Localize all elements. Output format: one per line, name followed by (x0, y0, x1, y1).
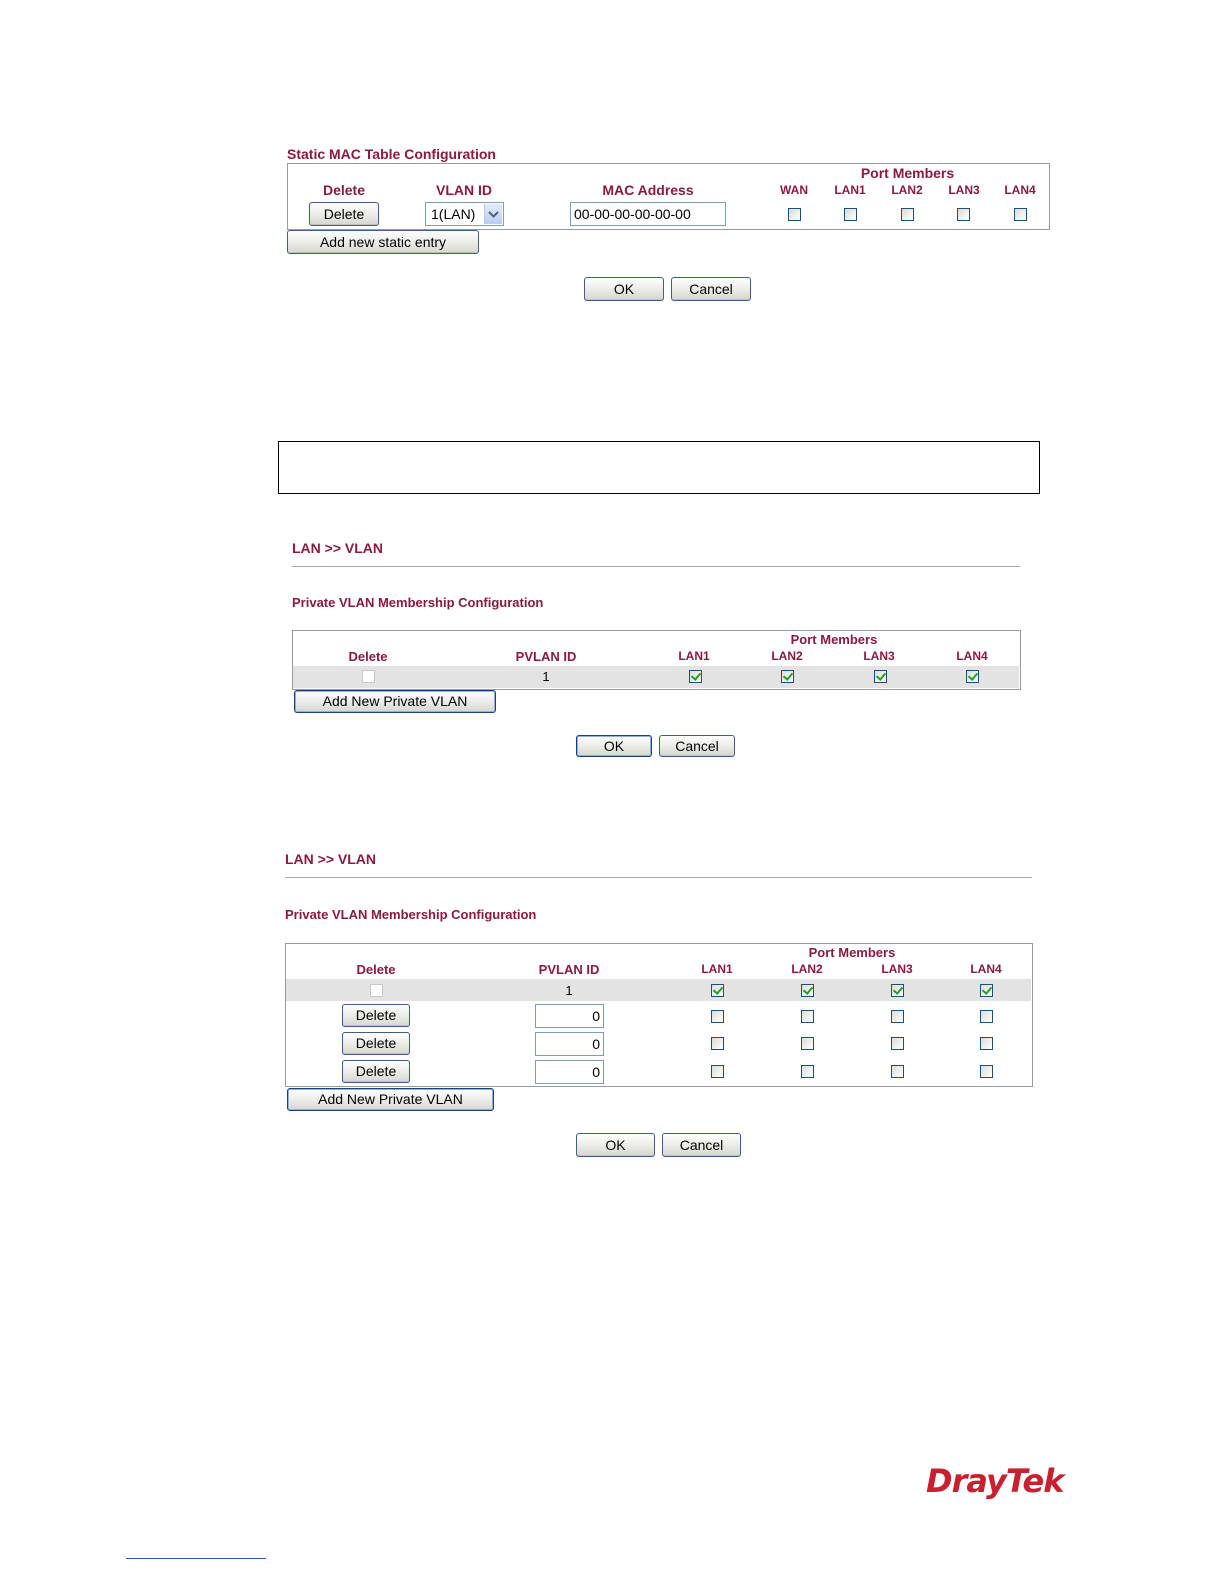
pvlan2-row1-id: 1 (565, 983, 573, 998)
pvlan2-row1-lan4-checkbox[interactable] (980, 984, 993, 997)
pvlan1-add-button[interactable]: Add New Private VLAN (294, 690, 496, 713)
pvlan2-row4-id-input[interactable]: 0 (535, 1060, 604, 1084)
pvlan2-row4-delete-button[interactable]: Delete (342, 1060, 410, 1083)
pvlan1-row-delete-checkbox (362, 670, 375, 683)
col-lan2-header: LAN2 (891, 183, 923, 197)
pvlan1-col-pvlan-id-header: PVLAN ID (515, 649, 577, 664)
static-mac-port-members-label: Port Members (860, 165, 955, 181)
pvlan2-row3-lan1-checkbox[interactable] (711, 1037, 724, 1050)
pvlan2-row3-id-input[interactable]: 0 (535, 1032, 604, 1056)
pvlan2-row3-lan3-checkbox[interactable] (891, 1037, 904, 1050)
pvlan1-col-lan1-header: LAN1 (678, 649, 710, 663)
pvlan2-row2-lan4-checkbox[interactable] (980, 1010, 993, 1023)
col-lan4-header: LAN4 (1004, 183, 1036, 197)
pvlan2-col-lan4-header: LAN4 (970, 962, 1002, 976)
static-entry-delete-button[interactable]: Delete (309, 202, 379, 226)
pvlan2-row2-lan3-checkbox[interactable] (891, 1010, 904, 1023)
pvlan1-lan1-checkbox[interactable] (689, 670, 702, 683)
pvlan2-col-lan3-header: LAN3 (881, 962, 913, 976)
pvlan1-lan4-checkbox[interactable] (966, 670, 979, 683)
pvlan2-col-pvlan-id-header: PVLAN ID (538, 962, 600, 977)
port-lan2-checkbox[interactable] (901, 208, 914, 221)
pvlan1-col-delete-header: Delete (348, 649, 388, 664)
pvlan2-add-button[interactable]: Add New Private VLAN (287, 1088, 494, 1111)
pvlan1-lan2-checkbox[interactable] (781, 670, 794, 683)
pvlan1-col-lan4-header: LAN4 (956, 649, 988, 663)
port-lan4-checkbox[interactable] (1014, 208, 1027, 221)
footer-link-underline (126, 1558, 266, 1559)
static-mac-title: Static MAC Table Configuration (287, 146, 496, 162)
pvlan1-port-members-label: Port Members (790, 632, 878, 647)
pvlan2-row3-lan2-checkbox[interactable] (801, 1037, 814, 1050)
pvlan2-row1-lan2-checkbox[interactable] (801, 984, 814, 997)
pvlan2-row1-lan3-checkbox[interactable] (891, 984, 904, 997)
draytek-logo: DrayTek (926, 1462, 1064, 1500)
mac-address-input[interactable]: 00-00-00-00-00-00 (570, 202, 726, 226)
pvlan2-row2-id-input[interactable]: 0 (535, 1004, 604, 1028)
pvlan1-lan3-checkbox[interactable] (874, 670, 887, 683)
pvlan2-row3-lan4-checkbox[interactable] (980, 1037, 993, 1050)
dropdown-arrow-icon[interactable] (484, 204, 502, 224)
pvlan2-title: Private VLAN Membership Configuration (285, 907, 537, 922)
static-mac-ok-button[interactable]: OK (584, 277, 664, 301)
pvlan2-row3-delete-button[interactable]: Delete (342, 1032, 410, 1055)
col-delete-header: Delete (322, 182, 366, 198)
pvlan2-ok-button[interactable]: OK (576, 1133, 655, 1157)
pvlan2-row2-lan1-checkbox[interactable] (711, 1010, 724, 1023)
pvlan2-row2-delete-button[interactable]: Delete (342, 1004, 410, 1027)
pvlan1-ok-button[interactable]: OK (576, 735, 652, 757)
pvlan1-col-lan2-header: LAN2 (771, 649, 803, 663)
pvlan1-divider (292, 566, 1020, 567)
pvlan2-row-1 (286, 979, 1031, 1001)
port-lan3-checkbox[interactable] (957, 208, 970, 221)
pvlan2-row4-lan4-checkbox[interactable] (980, 1065, 993, 1078)
pvlan1-row-1 (293, 666, 1019, 688)
add-static-entry-button[interactable]: Add new static entry (287, 230, 479, 254)
port-lan1-checkbox[interactable] (844, 208, 857, 221)
vlan-id-select-value: 1(LAN) (431, 206, 476, 222)
pvlan2-row4-lan2-checkbox[interactable] (801, 1065, 814, 1078)
pvlan2-col-lan1-header: LAN1 (701, 962, 733, 976)
port-wan-checkbox[interactable] (788, 208, 801, 221)
pvlan2-breadcrumb: LAN >> VLAN (285, 851, 377, 867)
pvlan2-cancel-button[interactable]: Cancel (662, 1133, 741, 1157)
col-lan3-header: LAN3 (948, 183, 980, 197)
pvlan2-col-delete-header: Delete (356, 962, 396, 977)
static-mac-cancel-button[interactable]: Cancel (671, 277, 751, 301)
pvlan2-row2-lan2-checkbox[interactable] (801, 1010, 814, 1023)
pvlan2-row1-delete-checkbox (370, 984, 383, 997)
pvlan2-divider (285, 877, 1032, 878)
col-wan-header: WAN (780, 183, 808, 197)
pvlan2-col-lan2-header: LAN2 (791, 962, 823, 976)
pvlan1-row-id: 1 (542, 669, 550, 684)
pvlan2-row4-lan3-checkbox[interactable] (891, 1065, 904, 1078)
pvlan1-col-lan3-header: LAN3 (863, 649, 895, 663)
pvlan1-cancel-button[interactable]: Cancel (659, 735, 735, 757)
pvlan1-title: Private VLAN Membership Configuration (292, 595, 544, 610)
vlan-id-select[interactable] (425, 202, 504, 226)
pvlan1-breadcrumb: LAN >> VLAN (292, 540, 384, 556)
note-box (278, 441, 1040, 494)
col-mac-address-header: MAC Address (602, 182, 694, 198)
col-vlan-id-header: VLAN ID (436, 182, 492, 198)
pvlan2-port-members-label: Port Members (808, 945, 896, 960)
col-lan1-header: LAN1 (834, 183, 866, 197)
pvlan2-row1-lan1-checkbox[interactable] (711, 984, 724, 997)
pvlan2-row4-lan1-checkbox[interactable] (711, 1065, 724, 1078)
